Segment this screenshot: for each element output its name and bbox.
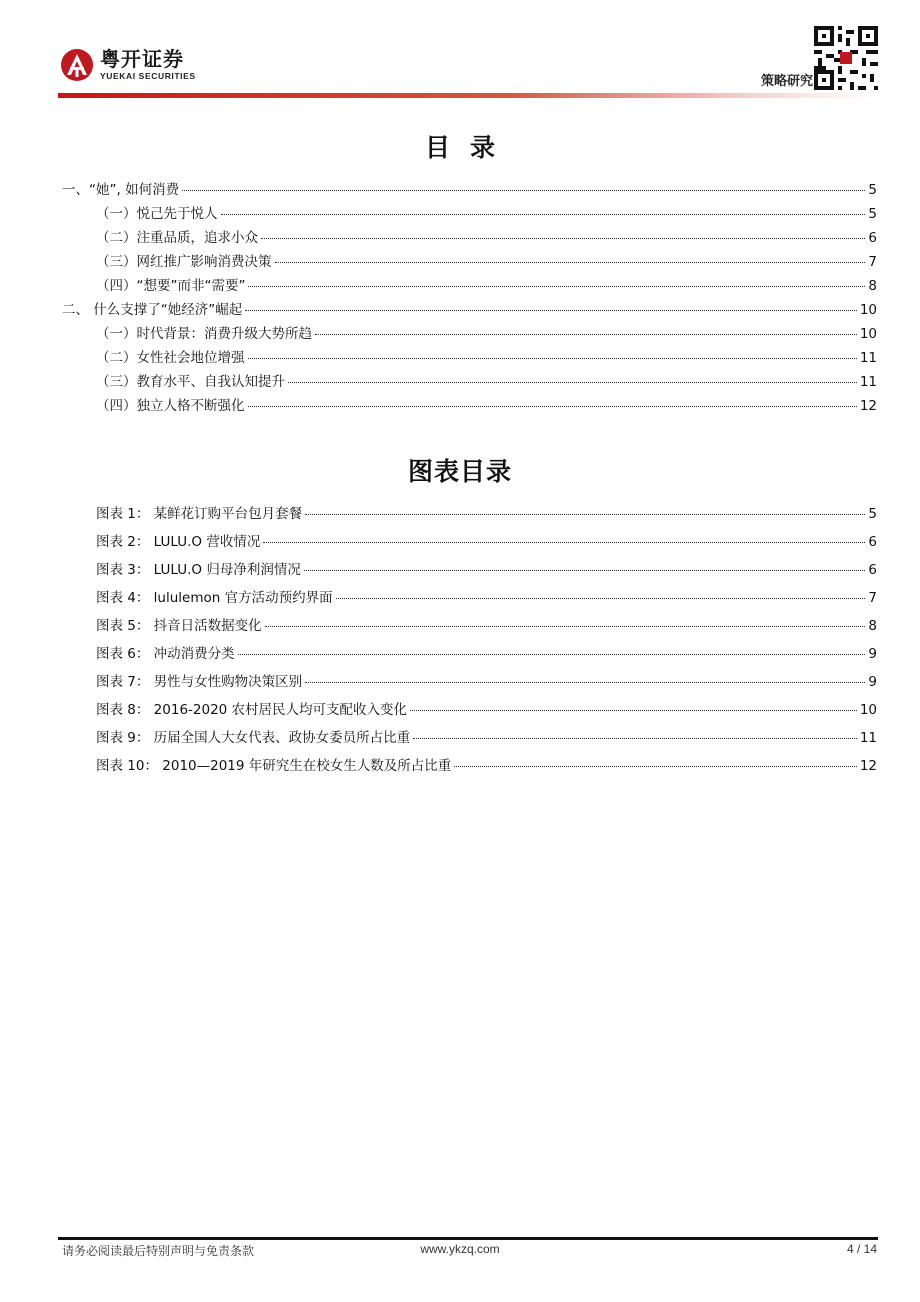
toc-entry-label: （四）独立人格不断强化 bbox=[96, 398, 245, 414]
logo-english-name: YUEKAI SECURITIES bbox=[100, 71, 196, 82]
qr-code-icon bbox=[814, 26, 878, 90]
figure-entry[interactable] bbox=[96, 642, 877, 670]
yuekai-logo-icon bbox=[60, 48, 94, 82]
figure-entry-page: 11 bbox=[859, 730, 877, 746]
toc-entry[interactable] bbox=[62, 274, 877, 298]
dot-leader bbox=[182, 190, 865, 191]
figure-entry-page: 6 bbox=[868, 534, 877, 550]
dot-leader bbox=[454, 766, 857, 767]
figure-entry[interactable] bbox=[96, 586, 877, 614]
figure-entry-label: 图表 4： lululemon 官方活动预约界面 bbox=[96, 590, 333, 606]
footer-divider bbox=[58, 1237, 878, 1240]
footer-disclaimer: 请务必阅读最后特别声明与免责条款 bbox=[62, 1244, 255, 1258]
figure-entry-page: 7 bbox=[868, 590, 877, 606]
dot-leader bbox=[305, 682, 865, 683]
dot-leader bbox=[261, 238, 865, 239]
toc-entry[interactable] bbox=[62, 178, 877, 202]
dot-leader bbox=[248, 406, 857, 407]
toc-entry-page: 6 bbox=[868, 230, 877, 246]
logo-chinese-name: 粤开证券 bbox=[100, 47, 184, 72]
dot-leader bbox=[221, 214, 866, 215]
toc-entry-page: 10 bbox=[859, 326, 877, 342]
toc-entry[interactable] bbox=[62, 322, 877, 346]
figure-entry[interactable] bbox=[96, 614, 877, 642]
dot-leader bbox=[275, 262, 866, 263]
dot-leader bbox=[410, 710, 857, 711]
toc-entry-page: 7 bbox=[868, 254, 877, 270]
toc-entry-page: 11 bbox=[859, 374, 877, 390]
figure-entry-label: 图表 7： 男性与女性购物决策区别 bbox=[96, 674, 303, 690]
toc-entry-page: 8 bbox=[868, 278, 877, 294]
figure-entry[interactable] bbox=[96, 698, 877, 726]
dot-leader bbox=[315, 334, 857, 335]
toc-title: 目录 bbox=[424, 133, 515, 162]
toc-entry-label: （二）注重品质，追求小众 bbox=[96, 230, 258, 246]
toc-entry-page: 5 bbox=[868, 206, 877, 222]
toc-entry-page: 10 bbox=[859, 302, 877, 318]
toc-entry[interactable] bbox=[62, 394, 877, 418]
page-number: 4 / 14 bbox=[846, 1242, 877, 1256]
figure-entry[interactable] bbox=[96, 558, 877, 586]
figure-list bbox=[96, 502, 877, 782]
figure-entry-page: 6 bbox=[868, 562, 877, 578]
figure-entry-label: 图表 6： 冲动消费分类 bbox=[96, 646, 235, 662]
toc-entry[interactable] bbox=[62, 226, 877, 250]
figure-entry-page: 12 bbox=[859, 758, 877, 774]
company-logo bbox=[60, 48, 196, 82]
figure-entry[interactable] bbox=[96, 726, 877, 754]
figure-entry[interactable] bbox=[96, 530, 877, 558]
figure-entry-page: 5 bbox=[868, 506, 877, 522]
figure-list-title: 图表目录 bbox=[407, 457, 512, 486]
dot-leader bbox=[413, 738, 857, 739]
toc-entry-label: （三）网红推广影响消费决策 bbox=[96, 254, 272, 270]
dot-leader bbox=[245, 310, 857, 311]
dot-leader bbox=[304, 570, 866, 571]
toc-entry-label: （一）时代背景：消费升级大势所趋 bbox=[96, 326, 312, 342]
toc-entry[interactable] bbox=[62, 298, 877, 322]
figure-entry-page: 8 bbox=[868, 618, 877, 634]
dot-leader bbox=[263, 542, 865, 543]
dot-leader bbox=[248, 286, 865, 287]
figure-entry[interactable] bbox=[96, 502, 877, 530]
footer-website[interactable]: www.ykzq.com bbox=[420, 1242, 500, 1256]
toc-entry-label: （一）悦己先于悦人 bbox=[96, 206, 218, 222]
toc-entry[interactable] bbox=[62, 202, 877, 226]
figure-entry-label: 图表 2： LULU.O 营收情况 bbox=[96, 534, 261, 550]
figure-entry[interactable] bbox=[96, 754, 877, 782]
header-divider bbox=[58, 93, 878, 98]
figure-entry-label: 图表 5： 抖音日活数据变化 bbox=[96, 618, 262, 634]
dot-leader bbox=[336, 598, 866, 599]
figure-entry-page: 9 bbox=[868, 646, 877, 662]
toc-entry[interactable] bbox=[62, 346, 877, 370]
figure-entry-page: 9 bbox=[868, 674, 877, 690]
report-category: 策略研究 bbox=[760, 74, 813, 89]
table-of-contents bbox=[62, 178, 877, 418]
toc-entry-page: 5 bbox=[868, 182, 877, 198]
toc-entry-label: （二）女性社会地位增强 bbox=[96, 350, 245, 366]
figure-entry-label: 图表 1： 某鲜花订购平台包月套餐 bbox=[96, 506, 303, 522]
dot-leader bbox=[265, 626, 866, 627]
toc-entry-label: （三）教育水平、自我认知提升 bbox=[96, 374, 285, 390]
toc-entry-page: 11 bbox=[859, 350, 877, 366]
toc-entry-label: 二、 什么支撑了“她经济”崛起 bbox=[62, 302, 243, 318]
toc-entry-label: （四）“想要”而非“需要” bbox=[96, 278, 246, 294]
toc-entry[interactable] bbox=[62, 370, 877, 394]
dot-leader bbox=[238, 654, 866, 655]
page-header bbox=[0, 0, 920, 100]
figure-entry-label: 图表 10： 2010—2019 年研究生在校女生人数及所占比重 bbox=[96, 758, 452, 774]
figure-entry-page: 10 bbox=[859, 702, 877, 718]
toc-entry-page: 12 bbox=[859, 398, 877, 414]
figure-entry[interactable] bbox=[96, 670, 877, 698]
figure-entry-label: 图表 3： LULU.O 归母净利润情况 bbox=[96, 562, 301, 578]
figure-entry-label: 图表 9： 历届全国人大女代表、政协女委员所占比重 bbox=[96, 730, 411, 746]
toc-entry[interactable] bbox=[62, 250, 877, 274]
dot-leader bbox=[288, 382, 857, 383]
figure-entry-label: 图表 8： 2016-2020 农村居民人均可支配收入变化 bbox=[96, 702, 408, 718]
toc-entry-label: 一、“她”, 如何消费 bbox=[62, 182, 180, 198]
dot-leader bbox=[305, 514, 865, 515]
dot-leader bbox=[248, 358, 857, 359]
